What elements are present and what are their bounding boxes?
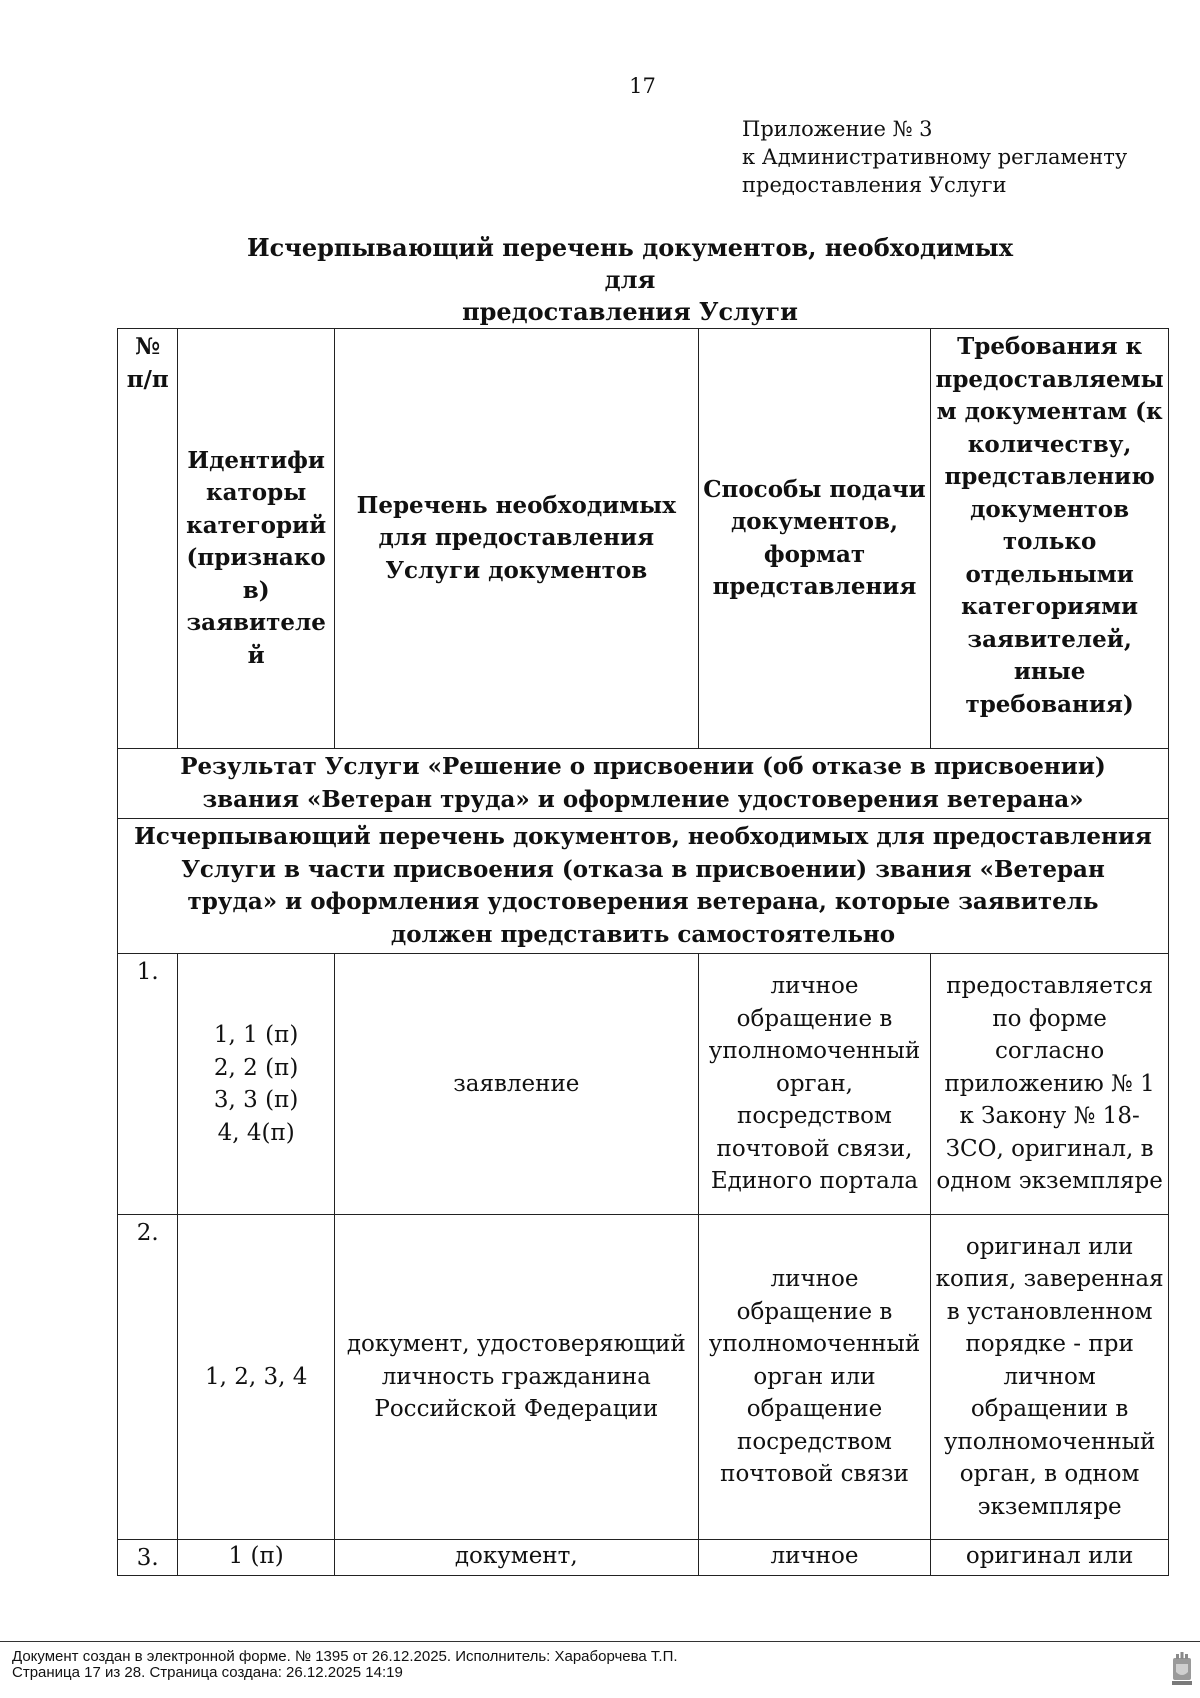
row-document: документ, <box>334 1540 698 1576</box>
row-requirement: предоставляется по форме согласно приложению № 1 к Закону № 18-ЗСО, оригинал, в одном экземпляре <box>931 954 1169 1215</box>
coat-of-arms-icon <box>1170 1652 1194 1688</box>
footer-line-2: Страница 17 из 28. Страница создана: 26.12.2025 14:19 <box>12 1664 403 1681</box>
identifier-line: 3, 3 (п) <box>213 1087 299 1113</box>
identifier-line: 2, 2 (п) <box>213 1054 299 1081</box>
document-title-line-1: Исчерпывающий перечень документов, необходимых для <box>246 233 1014 294</box>
row-method: личное обращение в уполномоченный орган или обращение посредством почтовой связи <box>698 1215 931 1540</box>
row-method: личное обращение в уполномоченный орган, посредством почтовой связи, Единого портала <box>698 954 931 1215</box>
row-identifiers <box>178 1215 334 1540</box>
footer-divider <box>0 1641 1200 1642</box>
header-requirements: Требования к предоставляемым документам (к количеству, представлению документов только отдельными категориями заявителей, иные требования) <box>931 329 1169 749</box>
appendix-block <box>742 115 1127 199</box>
row-identifiers <box>178 954 334 1215</box>
appendix-line-2: к Административному регламенту <box>742 145 1128 169</box>
documents-table <box>117 328 1169 1576</box>
table-row <box>118 1540 1169 1576</box>
row-num: 1. <box>118 954 178 1215</box>
document-title <box>240 232 1020 328</box>
list-section-cell: Исчерпывающий перечень документов, необходимых для предоставления Услуги в части присвоения (отказа в присвоении) звания «Ветеран труда» и оформления удостоверения ветерана, которые заявитель должен представить самостоятельно <box>118 819 1169 954</box>
appendix-line-3: предоставления Услуги <box>742 173 1007 197</box>
header-methods: Способы подачи документов, формат представления <box>698 329 931 749</box>
row-method: личное <box>698 1540 931 1576</box>
result-section-row <box>118 749 1169 819</box>
row-document: документ, удостоверяющий личность гражданина Российской Федерации <box>334 1215 698 1540</box>
row-requirement: оригинал или <box>931 1540 1169 1576</box>
identifier-line: 1, 2, 3, 4 <box>204 1363 308 1390</box>
row-num: 3. <box>118 1540 178 1576</box>
identifier-line: 4, 4(п) <box>217 1119 295 1146</box>
list-section-row <box>118 819 1169 954</box>
identifier-line: 1, 1 (п) <box>213 1022 299 1048</box>
table-header-row <box>118 329 1169 749</box>
row-identifiers <box>178 1540 334 1576</box>
footer-line-1: Документ создан в электронной форме. № 1395 от 26.12.2025. Исполнитель: Хараборчева Т.П. <box>12 1648 678 1665</box>
row-requirement: оригинал или копия, заверенная в установленном порядке - при личном обращении в уполномоченный орган, в одном экземпляре <box>931 1215 1169 1540</box>
document-title-line-2: предоставления Услуги <box>462 297 798 326</box>
page-number: 17 <box>629 74 656 98</box>
header-identifiers: Идентификаторы категорий (признаков) заявителей <box>178 329 334 749</box>
table-row <box>118 1215 1169 1540</box>
identifier-line: 1 (п) <box>228 1543 284 1569</box>
footer <box>12 1649 678 1681</box>
result-section-cell: Результат Услуги «Решение о присвоении (об отказе в присвоении) звания «Ветеран труда» и оформление удостоверения ветерана» <box>118 749 1169 819</box>
appendix-line-1: Приложение № 3 <box>742 117 933 141</box>
row-document: заявление <box>334 954 698 1215</box>
table-row <box>118 954 1169 1215</box>
header-num: № п/п <box>118 329 178 749</box>
header-documents: Перечень необходимых для предоставления Услуги документов <box>334 329 698 749</box>
row-num: 2. <box>118 1215 178 1540</box>
